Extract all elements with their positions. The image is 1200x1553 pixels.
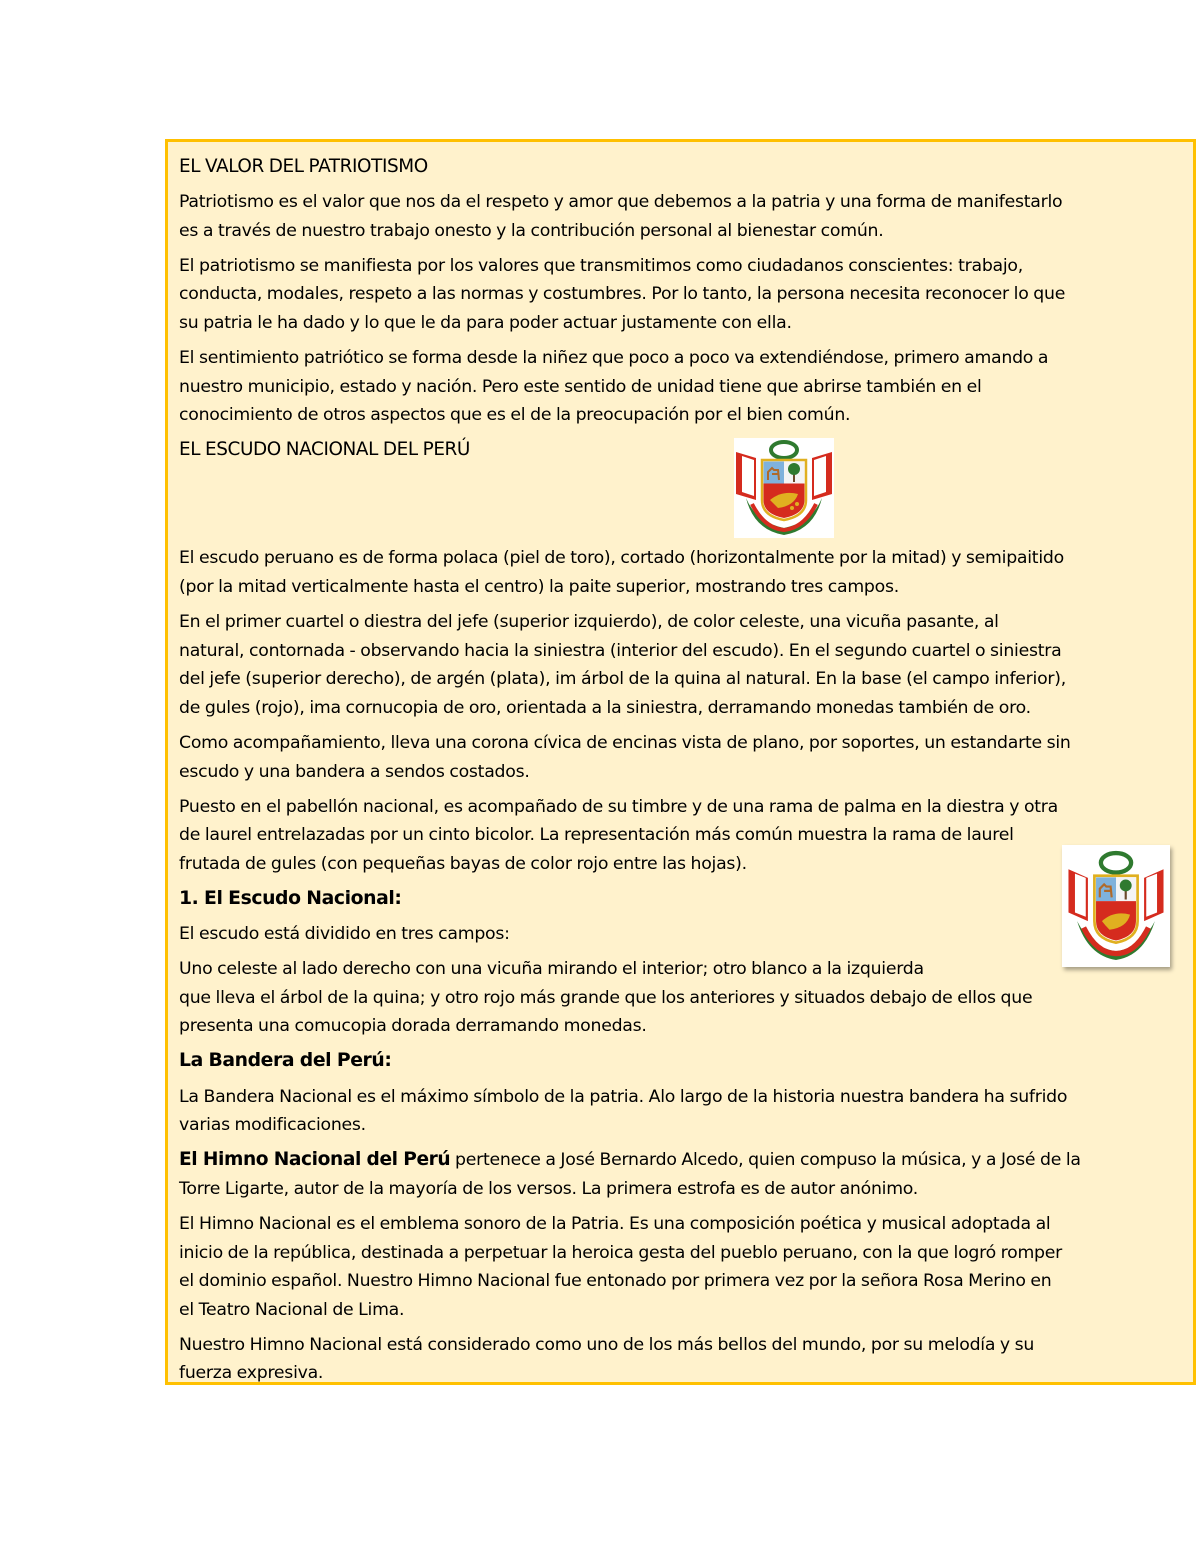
title-escudo: EL ESCUDO NACIONAL DEL PERÚ <box>179 439 470 461</box>
text-line: En el primer cuartel o diestra del jefe (superior izquierdo), de color celeste, una vicuña pasante, al <box>179 612 999 633</box>
text-line: nuestro municipio, estado y nación. Pero este sentido de unidad tiene que abrirse también en el <box>179 376 982 397</box>
text-line: conducta, modales, respeto a las normas y costumbres. Por lo tanto, la persona necesita reconocer lo que <box>179 284 1066 305</box>
document-box <box>165 139 1196 1385</box>
text-line: conocimiento de otros aspectos que es el de la preocupación por el bien común. <box>179 405 851 426</box>
text-line: El escudo peruano es de forma polaca (piel de toro), cortado (horizontalmente por la mitad) y semipaitido <box>179 548 1064 569</box>
paragraph-himno-1 <box>179 1146 1193 1203</box>
paragraph-escudo-4 <box>179 793 1193 879</box>
text-line: frutada de gules (con pequeñas bayas de color rojo entre las hojas). <box>179 853 747 874</box>
text-line: Nuestro Himno Nacional está considerado como uno de los más bellos del mundo, por su melodía y su <box>179 1334 1035 1355</box>
text-line: el Teatro Nacional de Lima. <box>179 1299 405 1320</box>
text-line: Como acompañamiento, lleva una corona cívica de encinas vista de plano, por soportes, un estandarte sin <box>179 733 1071 753</box>
text-line: el dominio español. Nuestro Himno Nacional fue entonado por primera vez por la señora Rosa Merino en <box>179 1271 1052 1292</box>
text-line <box>179 1146 1193 1175</box>
text-line: (por la mitad verticalmente hasta el centro) la paite superior, mostrando tres campos. <box>179 577 899 598</box>
paragraph-patriotismo-3 <box>179 344 1193 430</box>
paragraph-escudo-nacional-2 <box>179 955 1193 1041</box>
heading-text: 1. El Escudo Nacional: <box>179 887 402 909</box>
paragraph-patriotismo-1 <box>179 188 1193 245</box>
text-line: inicio de la república, destinada a perpetuar la heroica gesta del pueblo peruano, con la que logró romper <box>179 1242 1063 1263</box>
coat-of-arms-graphic <box>733 438 835 538</box>
text-line: del jefe (superior derecho), de argén (plata), im árbol de la quina al natural. En la base (el campo inferior), <box>179 669 1067 690</box>
text-line: de laurel entrelazadas por un cinto bicolor. La representación más común muestra la rama de laurel <box>179 825 1014 846</box>
heading-bandera <box>179 1047 1193 1076</box>
image-spacer <box>179 471 1193 544</box>
text-line: fuerza expresiva. <box>179 1363 324 1384</box>
heading-escudo-nacional <box>179 885 1193 914</box>
text-line: El sentimiento patriótico se forma desde la niñez que poco a poco va extendiéndose, primero amando a <box>179 348 1049 369</box>
text-line: natural, contornada - observando hacia la siniestra (interior del escudo). En el segundo cuartel o siniestra <box>179 640 1062 661</box>
paragraph-bandera <box>179 1083 1193 1140</box>
paragraph-escudo-2 <box>179 608 1193 722</box>
paragraph-escudo-3 <box>179 729 1193 786</box>
text-line: es a través de nuestro trabajo onesto y la contribución personal al bienestar común. <box>179 220 884 241</box>
paragraph-escudo-1 <box>179 544 1193 601</box>
text-line: Puesto en el pabellón nacional, es acompañado de su timbre y de una rama de palma en la diestra y otra <box>179 796 1059 817</box>
text-line: su patria le ha dado y lo que le da para poder actuar justamente con ella. <box>179 312 792 333</box>
paragraph-escudo-nacional-1: El escudo está dividido en tres campos: <box>179 924 510 945</box>
paragraph-himno-3 <box>179 1331 1193 1385</box>
peru-coat-of-arms-icon <box>733 438 835 538</box>
peru-coat-of-arms-icon <box>1062 845 1170 967</box>
himno-bold-title: El Himno Nacional del Perú <box>179 1149 451 1171</box>
paragraph-patriotismo-2 <box>179 252 1193 338</box>
text-line: Uno celeste al lado derecho con una vicuña mirando el interior; otro blanco a la izquierda <box>179 959 924 980</box>
text-line: que lleva el árbol de la quina; y otro rojo más grande que los anteriores y situados debajo de ellos que <box>179 987 1033 1008</box>
text-line: varias modificaciones. <box>179 1115 366 1136</box>
text-line: Torre Ligarte, autor de la mayoría de los versos. La primera estrofa es de autor anónimo. <box>179 1178 919 1199</box>
text-line: El patriotismo se manifiesta por los valores que transmitimos como ciudadanos conscientes: trabajo, <box>179 255 1024 276</box>
paragraph-himno-2 <box>179 1210 1193 1324</box>
text-line: Patriotismo es el valor que nos da el respeto y amor que debemos a la patria y una forma de manifestarlo <box>179 192 1063 213</box>
text-line: escudo y una bandera a sendos costados. <box>179 761 530 782</box>
coat-of-arms-graphic <box>1062 845 1170 967</box>
text-line: El Himno Nacional es el emblema sonoro de la Patria. Es una composición poética y musical adoptada al <box>179 1213 1051 1234</box>
text-line: presenta una comucopia dorada derramando monedas. <box>179 1016 647 1037</box>
title-patriotismo: EL VALOR DEL PATRIOTISMO <box>179 156 428 177</box>
text-line: de gules (rojo), ima cornucopia de oro, orientada a la siniestra, derramando monedas también de oro. <box>179 697 1031 718</box>
heading-text: La Bandera del Perú: <box>179 1050 392 1072</box>
text-line: La Bandera Nacional es el máximo símbolo de la patria. Alo largo de la historia nuestra bandera ha sufrido <box>179 1086 1068 1107</box>
himno-line-rest: pertenece a José Bernardo Alcedo, quien compuso la música, y a José de la <box>450 1150 1081 1171</box>
